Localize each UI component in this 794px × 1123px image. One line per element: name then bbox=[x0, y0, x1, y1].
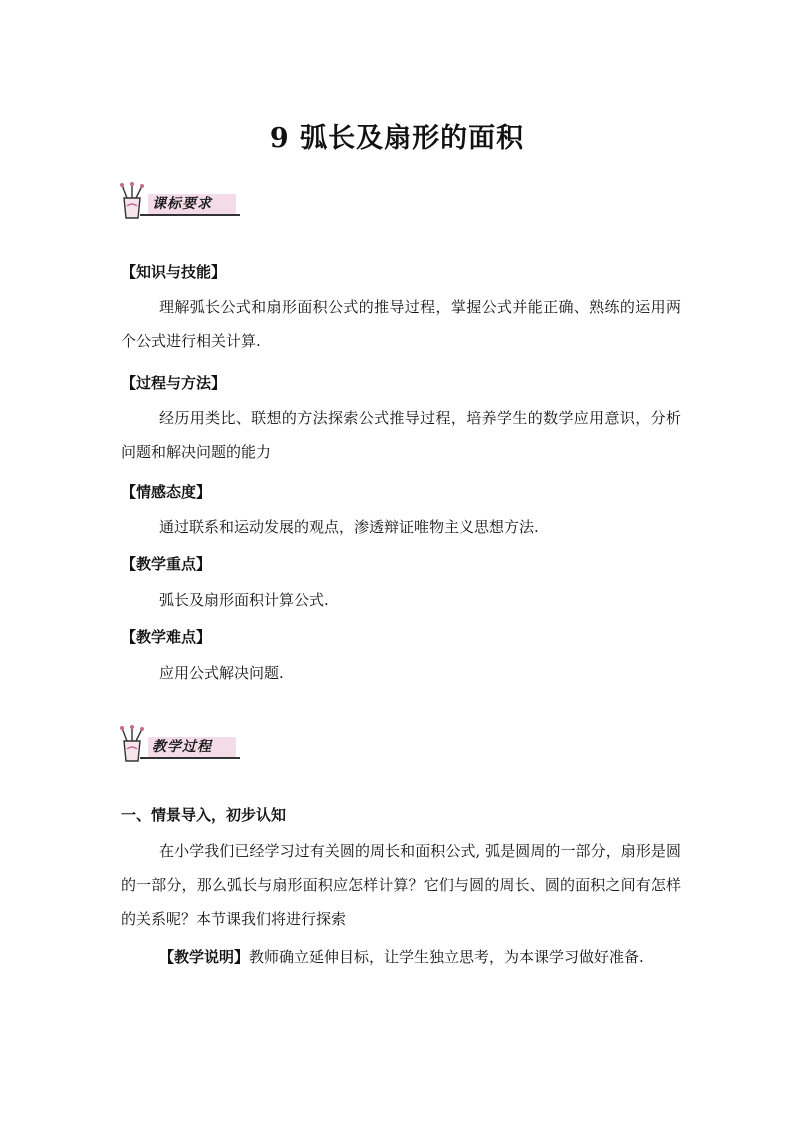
teaching-note bbox=[121, 940, 681, 974]
section-heading: 【知识与技能】 bbox=[121, 263, 227, 281]
course-requirements-badge bbox=[118, 182, 242, 222]
section-heading: 【过程与方法】 bbox=[121, 374, 227, 392]
section-text: 通过联系和运动发展的观点，渗透辩证唯物主义思想方法. bbox=[159, 518, 539, 536]
teaching-note-text: 教师确立延伸目标，让学生独立思考，为本课学习做好准备. bbox=[249, 948, 644, 966]
section-heading: 【教学难点】 bbox=[121, 628, 212, 646]
part-heading: 一、情景导入，初步认知 bbox=[121, 806, 287, 824]
pen-holder-icon bbox=[118, 182, 154, 222]
section-heading: 【情感态度】 bbox=[121, 483, 212, 501]
badge-label: 教学过程 bbox=[152, 739, 212, 755]
badge-label: 课标要求 bbox=[152, 196, 212, 212]
section-text: 应用公式解决问题. bbox=[159, 664, 284, 682]
part-text: 在小学我们已经学习过有关圆的周长和面积公式, 弧是圆周的一部分，扇形是圆的一部分，那么弧长与扇形面积应怎样计算？它们与圆的周长、圆的面积之间有怎样的关系呢？本节课我们将进行探索 bbox=[121, 842, 681, 928]
document-title: 9 弧长及扇形的面积 bbox=[269, 123, 525, 154]
teaching-process-badge bbox=[118, 725, 242, 765]
teaching-note-label: 【教学说明】 bbox=[159, 948, 250, 966]
section-text: 理解弧长公式和扇形面积公式的推导过程，掌握公式并能正确、熟练的运用两个公式进行相关计算. bbox=[121, 298, 681, 350]
section-text: 弧长及扇形面积计算公式. bbox=[159, 591, 329, 609]
section-text: 经历用类比、联想的方法探索公式推导过程，培养学生的数学应用意识，分析问题和解决问题的能力 bbox=[121, 409, 681, 461]
section-heading: 【教学重点】 bbox=[121, 555, 212, 573]
pen-holder-icon bbox=[118, 725, 154, 765]
